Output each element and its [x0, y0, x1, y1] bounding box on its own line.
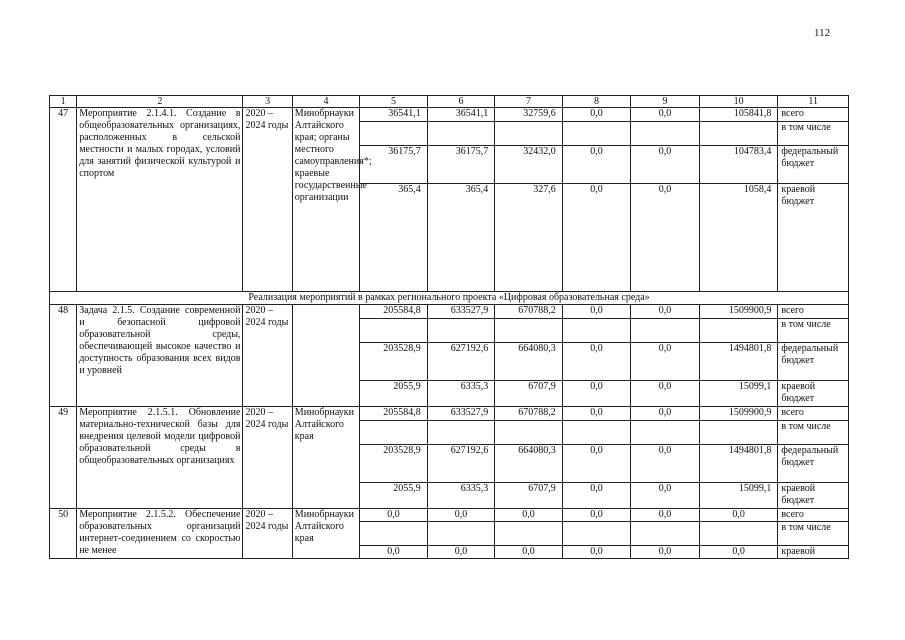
- value-cell: [495, 522, 563, 546]
- col-header: 5: [360, 96, 428, 108]
- value-cell: 6335,3: [427, 483, 495, 509]
- value-cell: 670788,2: [495, 305, 563, 319]
- value-cell: 0,0: [360, 509, 428, 522]
- value-cell: [699, 319, 778, 343]
- value-cell: 36541,1: [360, 108, 428, 122]
- col-header: 6: [427, 96, 495, 108]
- value-cell: 627192,6: [427, 343, 495, 381]
- period: 2020 – 2024 годы: [243, 407, 292, 509]
- budget-label: краевой бюджет: [778, 184, 849, 292]
- value-cell: 1494801,8: [699, 445, 778, 483]
- executor: Минобрнауки Алтайского края: [292, 407, 360, 509]
- executor: Минобрнауки Алтайского края; органы местного самоуправления*; краевые государственные организации: [292, 108, 360, 292]
- row-number: 47: [50, 108, 77, 292]
- value-cell: 205584,8: [360, 407, 428, 421]
- value-cell: 36541,1: [427, 108, 495, 122]
- value-cell: [427, 319, 495, 343]
- budget-label: всего: [778, 108, 849, 122]
- value-cell: 0,0: [631, 305, 700, 319]
- value-cell: 105841,8: [699, 108, 778, 122]
- value-cell: [631, 122, 700, 146]
- value-cell: 0,0: [631, 407, 700, 421]
- col-header: 7: [495, 96, 563, 108]
- row-number: 49: [50, 407, 77, 509]
- budget-label: всего: [778, 407, 849, 421]
- value-cell: [427, 421, 495, 445]
- value-cell: [360, 122, 428, 146]
- value-cell: 36175,7: [360, 146, 428, 184]
- value-cell: 633527,9: [427, 407, 495, 421]
- table-row: [50, 407, 849, 421]
- col-header: 9: [631, 96, 700, 108]
- value-cell: [495, 122, 563, 146]
- value-cell: 6335,3: [427, 381, 495, 407]
- table-row: [50, 108, 849, 122]
- measure-description: Мероприятие 2.1.5.2. Обеспечение образовательных организаций интернет-соединением со скоростью не менее: [77, 509, 243, 559]
- budget-label: краевой бюджет: [778, 381, 849, 407]
- section-row: [50, 292, 849, 305]
- value-cell: 15099,1: [699, 381, 778, 407]
- value-cell: 365,4: [360, 184, 428, 292]
- budget-label: всего: [778, 509, 849, 522]
- value-cell: 0,0: [562, 509, 631, 522]
- section-heading: Реализация мероприятий в рамках регионального проекта «Цифровая образовательная среда»: [50, 292, 849, 305]
- value-cell: [427, 522, 495, 546]
- value-cell: [699, 122, 778, 146]
- value-cell: 627192,6: [427, 445, 495, 483]
- task-description: Задача 2.1.5. Создание современной и безопасной цифровой образовательной среды, обеспечивающей высокое качество и доступность образования всех видов и уровней: [77, 305, 243, 407]
- executor: [292, 305, 360, 407]
- value-cell: 32759,6: [495, 108, 563, 122]
- value-cell: [562, 319, 631, 343]
- value-cell: 0,0: [699, 546, 778, 559]
- value-cell: [495, 319, 563, 343]
- budget-label: в том числе: [778, 319, 849, 343]
- value-cell: 0,0: [360, 546, 428, 559]
- value-cell: 205584,8: [360, 305, 428, 319]
- value-cell: [699, 421, 778, 445]
- value-cell: 0,0: [562, 483, 631, 509]
- value-cell: 2055,9: [360, 483, 428, 509]
- value-cell: 0,0: [562, 146, 631, 184]
- value-cell: [427, 122, 495, 146]
- value-cell: [631, 421, 700, 445]
- value-cell: 670788,2: [495, 407, 563, 421]
- value-cell: 0,0: [427, 546, 495, 559]
- value-cell: [495, 421, 563, 445]
- value-cell: [360, 421, 428, 445]
- period: 2020 – 2024 годы: [243, 305, 292, 407]
- table-row: [50, 509, 849, 522]
- executor: Минобрнауки Алтайского края: [292, 509, 360, 559]
- value-cell: 0,0: [699, 509, 778, 522]
- budget-label: краевой бюджет: [778, 483, 849, 509]
- value-cell: 0,0: [562, 343, 631, 381]
- col-header: 8: [562, 96, 631, 108]
- value-cell: 0,0: [631, 483, 700, 509]
- budget-label: краевой: [778, 546, 849, 559]
- value-cell: 0,0: [631, 445, 700, 483]
- period: 2020 – 2024 годы: [243, 108, 292, 292]
- program-table: [49, 95, 849, 559]
- value-cell: [699, 522, 778, 546]
- value-cell: 1058,4: [699, 184, 778, 292]
- col-header: 11: [778, 96, 849, 108]
- value-cell: [562, 522, 631, 546]
- budget-label: в том числе: [778, 522, 849, 546]
- value-cell: [562, 421, 631, 445]
- value-cell: 0,0: [562, 546, 631, 559]
- value-cell: 0,0: [631, 108, 700, 122]
- budget-label: всего: [778, 305, 849, 319]
- value-cell: 0,0: [562, 381, 631, 407]
- value-cell: 664080,3: [495, 445, 563, 483]
- value-cell: 0,0: [631, 146, 700, 184]
- budget-label: федеральный бюджет: [778, 343, 849, 381]
- page-number: 112: [814, 27, 831, 39]
- period: 2020 – 2024 годы: [243, 509, 292, 559]
- value-cell: 1509900,9: [699, 305, 778, 319]
- value-cell: 0,0: [631, 546, 700, 559]
- value-cell: 0,0: [631, 381, 700, 407]
- value-cell: 2055,9: [360, 381, 428, 407]
- value-cell: 0,0: [427, 509, 495, 522]
- value-cell: [631, 319, 700, 343]
- value-cell: 36175,7: [427, 146, 495, 184]
- value-cell: 6707,9: [495, 483, 563, 509]
- value-cell: 0,0: [631, 509, 700, 522]
- budget-label: федеральный бюджет: [778, 445, 849, 483]
- value-cell: 203528,9: [360, 445, 428, 483]
- value-cell: 0,0: [631, 343, 700, 381]
- value-cell: 104783,4: [699, 146, 778, 184]
- value-cell: [631, 522, 700, 546]
- value-cell: 203528,9: [360, 343, 428, 381]
- value-cell: 664080,3: [495, 343, 563, 381]
- value-cell: 6707,9: [495, 381, 563, 407]
- value-cell: 0,0: [562, 305, 631, 319]
- value-cell: 1494801,8: [699, 343, 778, 381]
- col-header: 4: [292, 96, 360, 108]
- value-cell: 0,0: [631, 184, 700, 292]
- budget-label: федеральный бюджет: [778, 146, 849, 184]
- budget-label: в том числе: [778, 421, 849, 445]
- col-header: 1: [50, 96, 77, 108]
- row-number: 50: [50, 509, 77, 559]
- value-cell: 0,0: [495, 546, 563, 559]
- value-cell: 0,0: [562, 407, 631, 421]
- value-cell: 32432,0: [495, 146, 563, 184]
- value-cell: 0,0: [562, 445, 631, 483]
- measure-description: Мероприятие 2.1.5.1. Обновление материально-технической базы для внедрения целевой модели цифровой образовательной среды в общеобразовательных организациях: [77, 407, 243, 509]
- value-cell: 0,0: [562, 184, 631, 292]
- measure-description: Мероприятие 2.1.4.1. Создание в общеобразовательных организациях, расположенных в сельской местности и малых городах, условий для занятий физической культурой и спортом: [77, 108, 243, 292]
- value-cell: 0,0: [495, 509, 563, 522]
- col-header: 10: [699, 96, 778, 108]
- value-cell: [562, 122, 631, 146]
- value-cell: 0,0: [562, 108, 631, 122]
- value-cell: 365,4: [427, 184, 495, 292]
- table-row: [50, 305, 849, 319]
- value-cell: 327,6: [495, 184, 563, 292]
- budget-label: в том числе: [778, 122, 849, 146]
- col-header: 2: [77, 96, 243, 108]
- value-cell: [360, 319, 428, 343]
- col-header: 3: [243, 96, 292, 108]
- header-row: [50, 96, 849, 108]
- value-cell: 633527,9: [427, 305, 495, 319]
- value-cell: 1509900,9: [699, 407, 778, 421]
- value-cell: 15099,1: [699, 483, 778, 509]
- row-number: 48: [50, 305, 77, 407]
- value-cell: [360, 522, 428, 546]
